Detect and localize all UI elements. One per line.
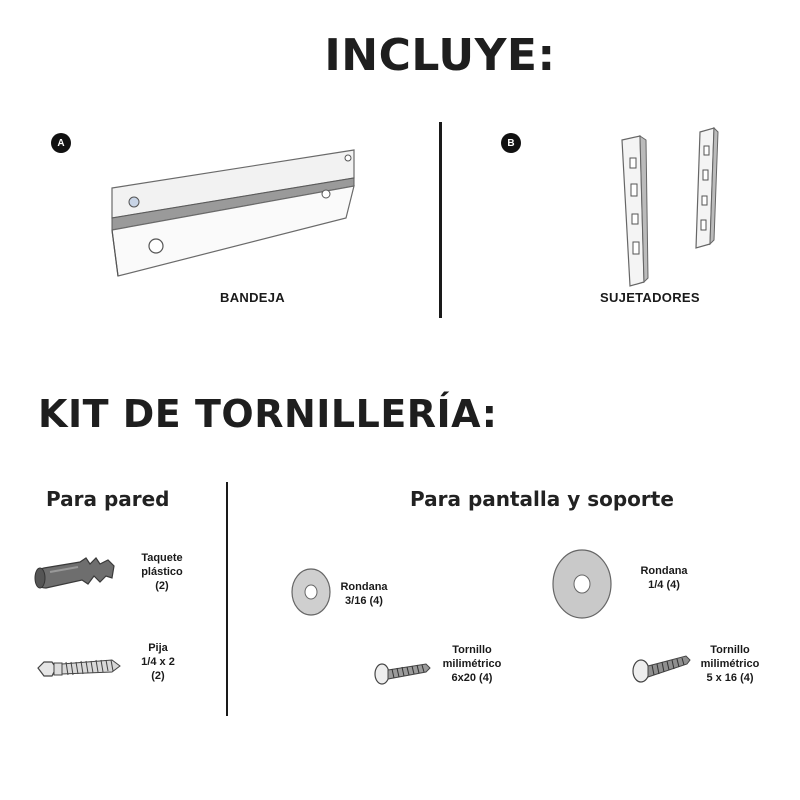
tray-bracket-illustration <box>104 146 364 286</box>
screen-heading: Para pantalla y soporte <box>410 487 674 511</box>
metric-screw-5x16-illustration <box>630 650 694 688</box>
fasteners-illustration <box>610 122 750 292</box>
metric-screw-5x16-name: Tornillo <box>710 644 750 656</box>
includes-title: INCLUYE: <box>324 30 556 81</box>
lag-screw-size: 1/4 x 2 <box>141 656 175 668</box>
lag-screw-illustration <box>34 650 124 690</box>
lag-screw-label <box>126 641 190 683</box>
anchor-qty: (2) <box>155 580 169 592</box>
anchor-name-line1: Taquete <box>141 552 183 564</box>
part-b-label: SUJETADORES <box>600 290 700 305</box>
part-a-badge: A <box>51 133 71 153</box>
washer-large-illustration <box>550 548 614 620</box>
lag-screw-name: Pija <box>148 642 168 654</box>
metric-screw-6x20-illustration <box>372 656 432 690</box>
part-a-label: BANDEJA <box>220 290 285 305</box>
metric-screw-6x20-label <box>436 643 508 685</box>
part-b-badge: B <box>501 133 521 153</box>
anchor-name-line2: plástico <box>141 566 183 578</box>
lag-screw-qty: (2) <box>151 670 165 682</box>
metric-screw-6x20-name: Tornillo <box>452 644 492 656</box>
washer-large-label <box>632 564 696 592</box>
metric-screw-5x16-label <box>694 643 766 685</box>
kit-divider <box>226 482 228 716</box>
washer-small-spec: 3/16 (4) <box>345 595 383 607</box>
anchor-label <box>130 551 194 593</box>
metric-screw-6x20-spec: 6x20 (4) <box>451 672 493 684</box>
metric-screw-6x20-type: milimétrico <box>442 658 502 670</box>
wall-anchor-illustration <box>30 550 120 600</box>
includes-divider <box>439 122 442 318</box>
metric-screw-5x16-type: milimétrico <box>700 658 760 670</box>
wall-heading: Para pared <box>46 487 170 511</box>
washer-small-name: Rondana <box>340 581 388 593</box>
washer-small-illustration <box>288 566 334 618</box>
metric-screw-5x16-spec: 5 x 16 (4) <box>706 672 754 684</box>
washer-large-spec: 1/4 (4) <box>648 579 680 591</box>
washer-large-name: Rondana <box>640 565 688 577</box>
washer-small-label <box>334 580 394 608</box>
kit-title: KIT DE TORNILLERÍA: <box>38 392 498 436</box>
